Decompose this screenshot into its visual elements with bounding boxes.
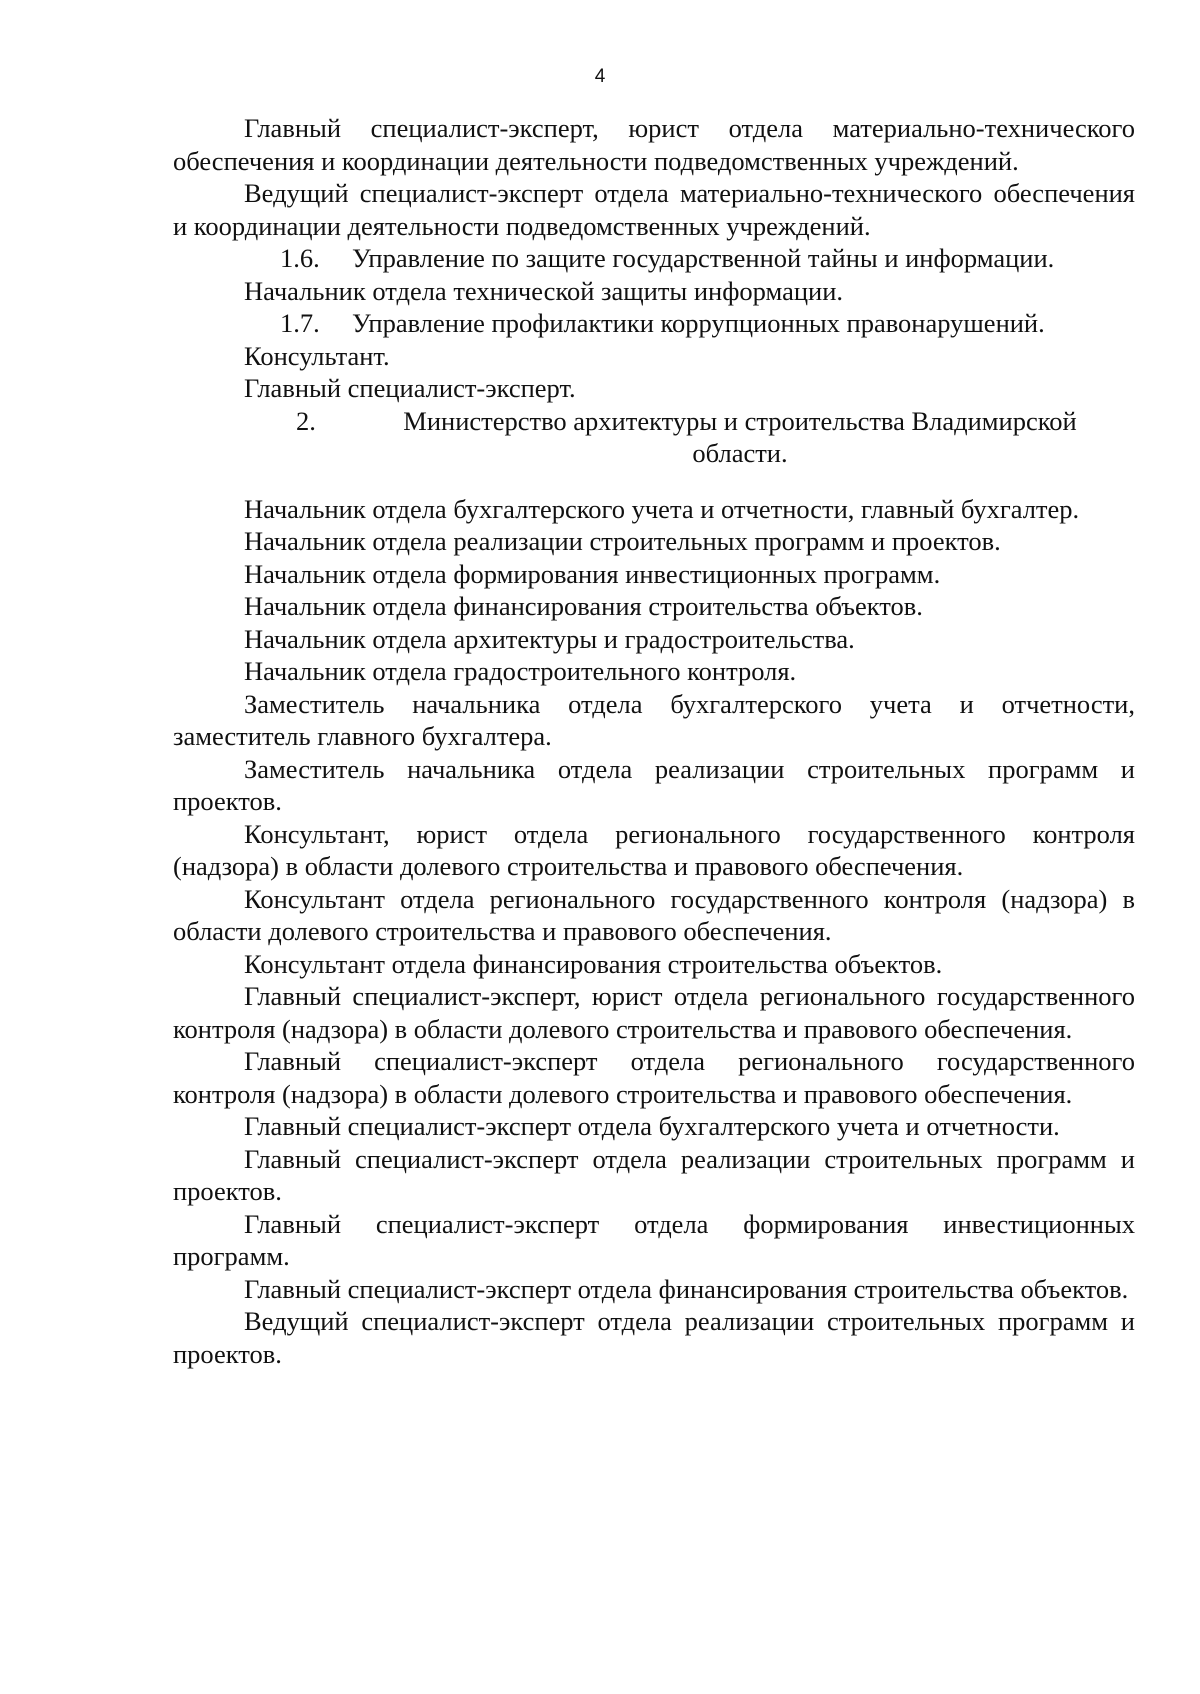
list-item: Начальник отдела реализации строительных программ и проектов.: [244, 526, 1001, 556]
paragraph: Главный специалист-эксперт, юрист отдела материально-технического обеспечения и координации деятельности подведомственных учреждений.: [173, 113, 1135, 176]
list-item: Главный специалист-эксперт отдела формирования инвестиционных программ.: [173, 1208, 1135, 1271]
section-number: 1.7.: [280, 308, 320, 338]
document-body: [173, 112, 1135, 1370]
list-item: Начальник отдела бухгалтерского учета и отчетности, главный бухгалтер.: [244, 493, 1080, 524]
list-item: Начальник отдела архитектуры и градостроительства.: [244, 623, 855, 654]
list-item: Главный специалист-эксперт, юрист отдела регионального государственного контроля (надзора) в области долевого строительства и правового обеспечения.: [173, 981, 1135, 1044]
list-item: Начальник отдела технической защиты информации.: [244, 275, 844, 306]
list-item: Главный специалист-эксперт.: [244, 373, 576, 403]
section-number: 1.6.: [280, 243, 320, 273]
list-item: Консультант, юрист отдела регионального государственного контроля (надзора) в области долевого строительства и правового обеспечения.: [173, 818, 1135, 881]
section-number: 2.: [296, 405, 316, 436]
section-title: Управление профилактики коррупционных правонарушений.: [352, 308, 1045, 338]
list-item: Ведущий специалист-эксперт отдела реализации строительных программ и проектов.: [173, 1306, 1135, 1369]
list-item: Начальник отдела финансирования строительства объектов.: [244, 591, 923, 621]
section-title: Управление по защите государственной тайны и информации.: [352, 243, 1055, 273]
section-title: Министерство архитектуры и строительства Владимирской области.: [403, 405, 1077, 468]
list-item: Главный специалист-эксперт отдела реализации строительных программ и проектов.: [173, 1143, 1135, 1206]
page-number: 4: [594, 66, 606, 87]
list-item: Главный специалист-эксперт отдела регионального государственного контроля (надзора) в области долевого строительства и правового обеспечения.: [173, 1046, 1135, 1109]
section-heading-2: [173, 405, 1135, 470]
list-item: Главный специалист-эксперт отдела бухгалтерского учета и отчетности.: [244, 1111, 1060, 1141]
list-item: Консультант отдела финансирования строительства объектов.: [244, 948, 943, 979]
section-heading-1-7: [173, 307, 1135, 340]
list-item: Заместитель начальника отдела реализации строительных программ и проектов.: [173, 753, 1135, 816]
list-item: Начальник отдела формирования инвестиционных программ.: [244, 558, 941, 589]
section-heading-1-6: [173, 242, 1135, 275]
list-item: Заместитель начальника отдела бухгалтерского учета и отчетности, заместитель главного бухгалтера.: [173, 688, 1135, 751]
paragraph: Ведущий специалист-эксперт отдела материально-технического обеспечения и координации деятельности подведомственных учреждений.: [173, 178, 1135, 241]
section-2-list: [173, 493, 1135, 1371]
list-item: Начальник отдела градостроительного контроля.: [244, 656, 797, 686]
list-item: Консультант отдела регионального государственного контроля (надзора) в области долевого строительства и правового обеспечения.: [173, 883, 1135, 946]
list-item: Главный специалист-эксперт отдела финансирования строительства объектов.: [244, 1273, 1129, 1304]
list-item: Консультант.: [244, 340, 390, 371]
